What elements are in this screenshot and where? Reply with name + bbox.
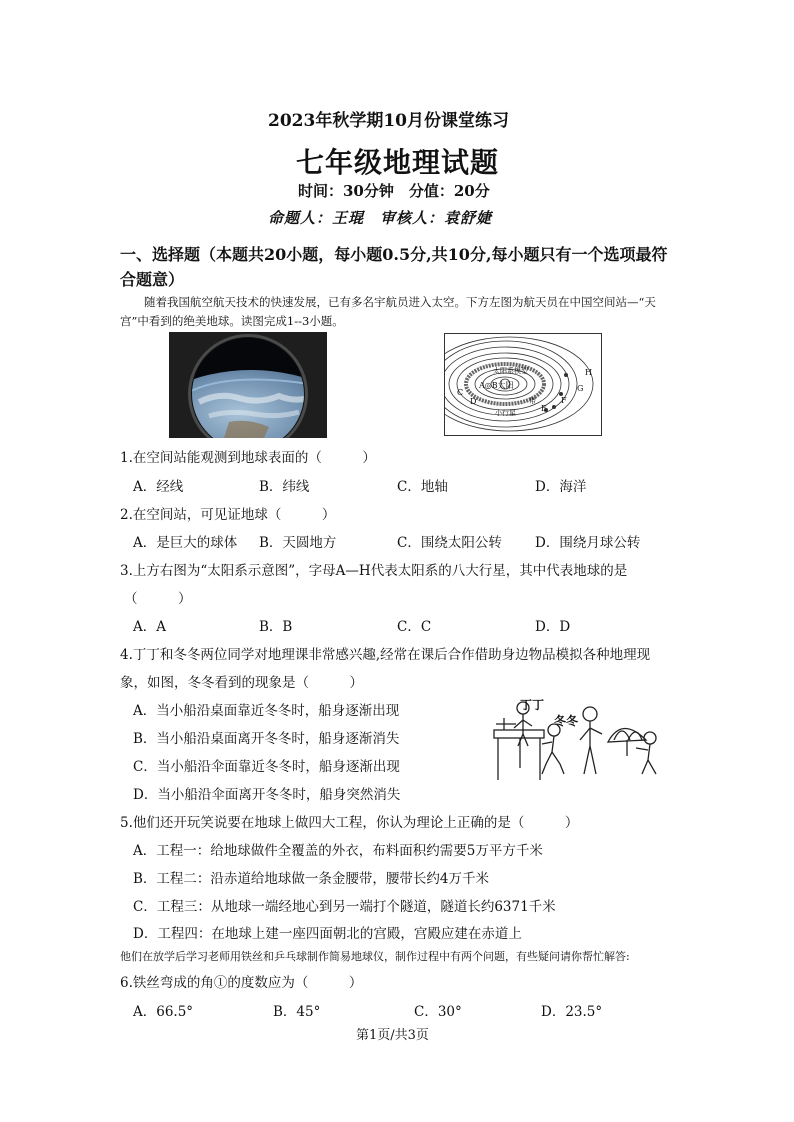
q4-stem-2: 象，如图，冬冬看到的现象是（ ）	[120, 675, 363, 691]
section-heading-2: 合题意）	[120, 270, 185, 289]
q5-option-b: B．工程二：沿赤道给地球做一条金腰带，腰带长约4万千米	[133, 871, 490, 887]
intro-line-2: 宫”中看到的绝美地球。读图完成1--3小题。	[120, 314, 344, 328]
q4-option-a: A．当小船沿桌面靠近冬冬时，船身逐渐出现	[133, 703, 400, 719]
planet-h-label: H	[585, 368, 592, 377]
time-score: 时间：30分钟 分值：20分	[298, 182, 490, 200]
q6-stem: 6.铁丝弯成的角①的度数应为（ ）	[120, 975, 363, 991]
q1-option-d: D．海洋	[535, 479, 587, 495]
earth-window-photo	[169, 332, 327, 438]
solar-system-diagram	[444, 333, 602, 436]
q2-option-d: D．围绕月球公转	[535, 535, 641, 551]
section-heading-1: 一、选择题（本题共20小题，每小题0.5分,共10分,每小题只有一个选项最符	[120, 245, 668, 264]
asteroid-belt-label: 小行星	[495, 409, 516, 417]
q2-stem: 2.在空间站，可见证地球（ ）	[120, 507, 336, 523]
planet-c-label: C	[457, 388, 464, 397]
q5-stem: 5.他们还开玩笑说要在地球上做四大工程，你认为理论上正确的是（ ）	[120, 815, 579, 831]
q1-option-a: A．经线	[133, 479, 184, 495]
kid-label-dongdong: 冬冬	[554, 714, 579, 728]
q6-option-c: C．30°	[414, 1004, 462, 1020]
page-number: 第1页/共3页	[356, 1028, 429, 1043]
q6-option-d: D．23.5°	[541, 1004, 603, 1020]
exam-subtitle: 2023年秋学期10月份课堂练习	[268, 111, 509, 131]
q1-option-b: B．纬线	[259, 479, 310, 495]
q3-option-d: D．D	[535, 619, 571, 635]
asteroid-belt-label-2: 带	[529, 397, 536, 405]
planet-d-label: D	[470, 397, 477, 406]
q3-option-b: B．B	[259, 619, 293, 635]
planet-f-label: F	[561, 396, 567, 405]
planet-e-label: E	[541, 404, 547, 413]
q2-option-a: A．是巨大的球体	[133, 535, 238, 551]
q4-stem-1: 4.丁丁和冬冬两位同学对地理课非常感兴趣,经常在课后合作借助身边物品模拟各种地理现	[120, 647, 651, 663]
q4-option-b: B．当小船沿桌面离开冬冬时，船身逐渐消失	[133, 731, 400, 747]
model-label: 太阳系模型	[493, 367, 528, 375]
sun-center-label: A◎B太阳	[479, 381, 514, 390]
q4-option-c: C．当小船沿伞面靠近冬冬时，船身逐渐出现	[133, 759, 400, 775]
q6-option-a: A．66.5°	[133, 1004, 194, 1020]
intro-globe: 他们在放学后学习老师用铁丝和乒乓球制作简易地球仪，制作过程中有两个问题，有些疑问请你帮忙解答:	[120, 950, 630, 963]
q1-stem: 1.在空间站能观测到地球表面的（ ）	[120, 450, 376, 466]
q2-option-c: C．围绕太阳公转	[397, 535, 502, 551]
q5-option-a: A．工程一：给地球做件全覆盖的外衣，布料面积约需要5万平方千米	[133, 843, 543, 859]
intro-line-1: 随着我国航空航天技术的快速发展，已有多名宇航员进入太空。下方左图为航天员在中国空间站—“天	[144, 295, 656, 309]
q2-option-b: B．天圆地方	[259, 535, 337, 551]
q3-stem-2: （ ）	[124, 591, 192, 607]
children-umbrella-boat-illustration	[490, 694, 666, 782]
q6-option-b: B．45°	[273, 1004, 321, 1020]
q5-option-d: D．工程四：在地球上建一座四面朝北的宫殿，宫殿应建在赤道上	[133, 926, 522, 942]
authors: 命题人：王琨 审核人：袁舒婕	[268, 209, 493, 227]
q3-stem-1: 3.上方右图为“太阳系示意图”，字母A—H代表太阳系的八大行星，其中代表地球的是	[120, 563, 628, 579]
kid-label-dingding: 丁丁	[520, 698, 545, 712]
exam-title: 七年级地理试题	[296, 146, 500, 179]
q3-option-a: A．A	[133, 619, 166, 635]
q3-option-c: C．C	[397, 619, 432, 635]
q4-option-d: D．当小船沿伞面离开冬冬时，船身突然消失	[133, 787, 401, 803]
q5-option-c: C．工程三：从地球一端经地心到另一端打个隧道，隧道长约6371千米	[133, 899, 556, 915]
q1-option-c: C．地轴	[397, 479, 448, 495]
planet-g-label: G	[577, 384, 584, 393]
